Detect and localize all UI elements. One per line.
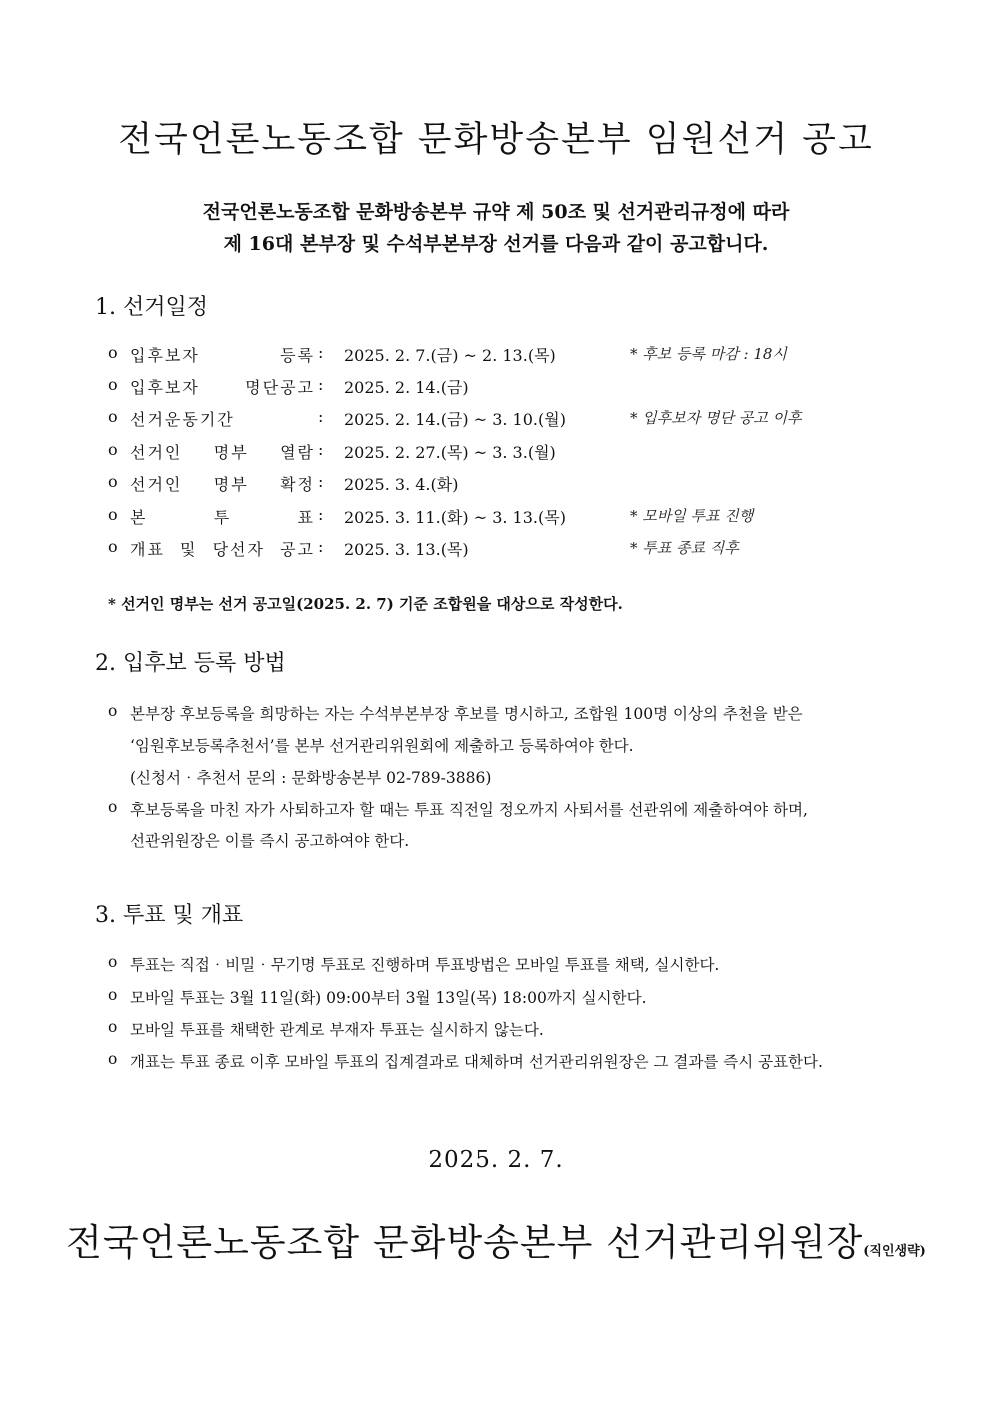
registration-text-cont: 선관위원장은 이를 즉시 공고하여야 한다.: [130, 832, 410, 850]
schedule-colon: :: [318, 375, 324, 394]
intro-line-2: 제 16대 본부장 및 수석부본부장 선거를 다음과 같이 공고합니다.: [223, 233, 769, 255]
bullet: o: [108, 702, 118, 720]
schedule-note: * 모바일 투표 진행: [630, 507, 754, 525]
schedule-colon: :: [318, 472, 324, 491]
bullet: o: [108, 1050, 118, 1068]
voting-text: 모바일 투표를 채택한 관계로 부재자 투표는 실시하지 않는다.: [130, 1021, 544, 1039]
voting-text: 모바일 투표는 3월 11일(화) 09:00부터 3월 13일(목) 18:00까지 실시한다.: [130, 989, 647, 1007]
schedule-note: * 후보 등록 마감 : 18시: [630, 345, 787, 363]
bullet: o: [108, 440, 118, 459]
registration-text: 후보등록을 마친 자가 사퇴하고자 할 때는 투표 직전일 정오까지 사퇴서를 선관위에 제출하여야 하며,: [130, 801, 808, 819]
notice-date: 2025. 2. 7.: [428, 1147, 564, 1173]
bullet: o: [108, 505, 118, 524]
voting-text: 개표는 투표 종료 이후 모바일 투표의 집계결과로 대체하며 선거관리위원장은 그 결과를 즉시 공표한다.: [130, 1053, 823, 1071]
schedule-date: 2025. 3. 4.(화): [344, 475, 459, 494]
schedule-note: * 입후보자 명단 공고 이후: [630, 409, 802, 427]
schedule-date: 2025. 3. 13.(목): [344, 540, 469, 559]
schedule-label: 개표 및 당선자 공고: [130, 540, 315, 559]
section-voting-title: 3. 투표 및 개표: [95, 903, 244, 928]
schedule-label: 선거인 명부 열람: [130, 443, 315, 462]
bullet: o: [108, 407, 118, 426]
bullet: o: [108, 953, 118, 971]
schedule-note: * 투표 종료 직후: [630, 539, 739, 557]
registration-text: 본부장 후보등록을 희망하는 자는 수석부본부장 후보를 명시하고, 조합원 100명 이상의 추천을 받은: [130, 705, 803, 723]
intro-line-1: 전국언론노동조합 문화방송본부 규약 제 50조 및 선거관리규정에 따라: [202, 201, 790, 223]
schedule-date: 2025. 2. 7.(금) ~ 2. 13.(목): [344, 346, 556, 365]
section-schedule-title: 1. 선거일정: [95, 295, 208, 320]
schedule-label: 입후보자 명단공고: [130, 378, 315, 397]
schedule-colon: :: [318, 407, 324, 426]
page-title: 전국언론노동조합 문화방송본부 임원선거 공고: [118, 120, 874, 160]
bullet: o: [108, 537, 118, 556]
signer-line: [0, 1212, 992, 1266]
registration-inquiry: (신청서‧추천서 문의 : 문화방송본부 02-789-3886): [130, 769, 492, 787]
schedule-colon: :: [318, 440, 324, 459]
bullet: o: [108, 798, 118, 816]
bullet: o: [108, 986, 118, 1004]
schedule-label: 입후보자 등록: [130, 346, 315, 365]
section-registration-title: 2. 입후보 등록 방법: [95, 651, 286, 676]
bullet: o: [108, 375, 118, 394]
schedule-date: 2025. 2. 27.(목) ~ 3. 3.(월): [344, 443, 556, 462]
schedule-colon: :: [318, 343, 324, 362]
schedule-date: 2025. 3. 11.(화) ~ 3. 13.(목): [344, 508, 566, 527]
schedule-colon: :: [318, 505, 324, 524]
schedule-footnote: * 선거인 명부는 선거 공고일(2025. 2. 7) 기준 조합원을 대상으로 작성한다.: [108, 595, 623, 613]
bullet: o: [108, 343, 118, 362]
signer-name: 전국언론노동조합 문화방송본부 선거관리위원장: [66, 1221, 864, 1264]
schedule-date: 2025. 2. 14.(금): [344, 378, 469, 397]
bullet: o: [108, 1018, 118, 1036]
schedule-colon: :: [318, 537, 324, 556]
schedule-date: 2025. 2. 14.(금) ~ 3. 10.(월): [344, 410, 566, 429]
voting-text: 투표는 직접‧비밀‧무기명 투표로 진행하며 투표방법은 모바일 투표를 채택, 실시한다.: [130, 956, 720, 974]
schedule-label: 본 투 표: [130, 508, 315, 527]
seal-omitted: (직인생략): [863, 1244, 926, 1259]
schedule-label: 선거인 명부 확정: [130, 475, 315, 494]
registration-text-cont: ‘임원후보등록추천서’를 본부 선거관리위원회에 제출하고 등록하여야 한다.: [130, 737, 634, 755]
bullet: o: [108, 472, 118, 491]
schedule-label: 선거운동기간: [130, 410, 235, 429]
